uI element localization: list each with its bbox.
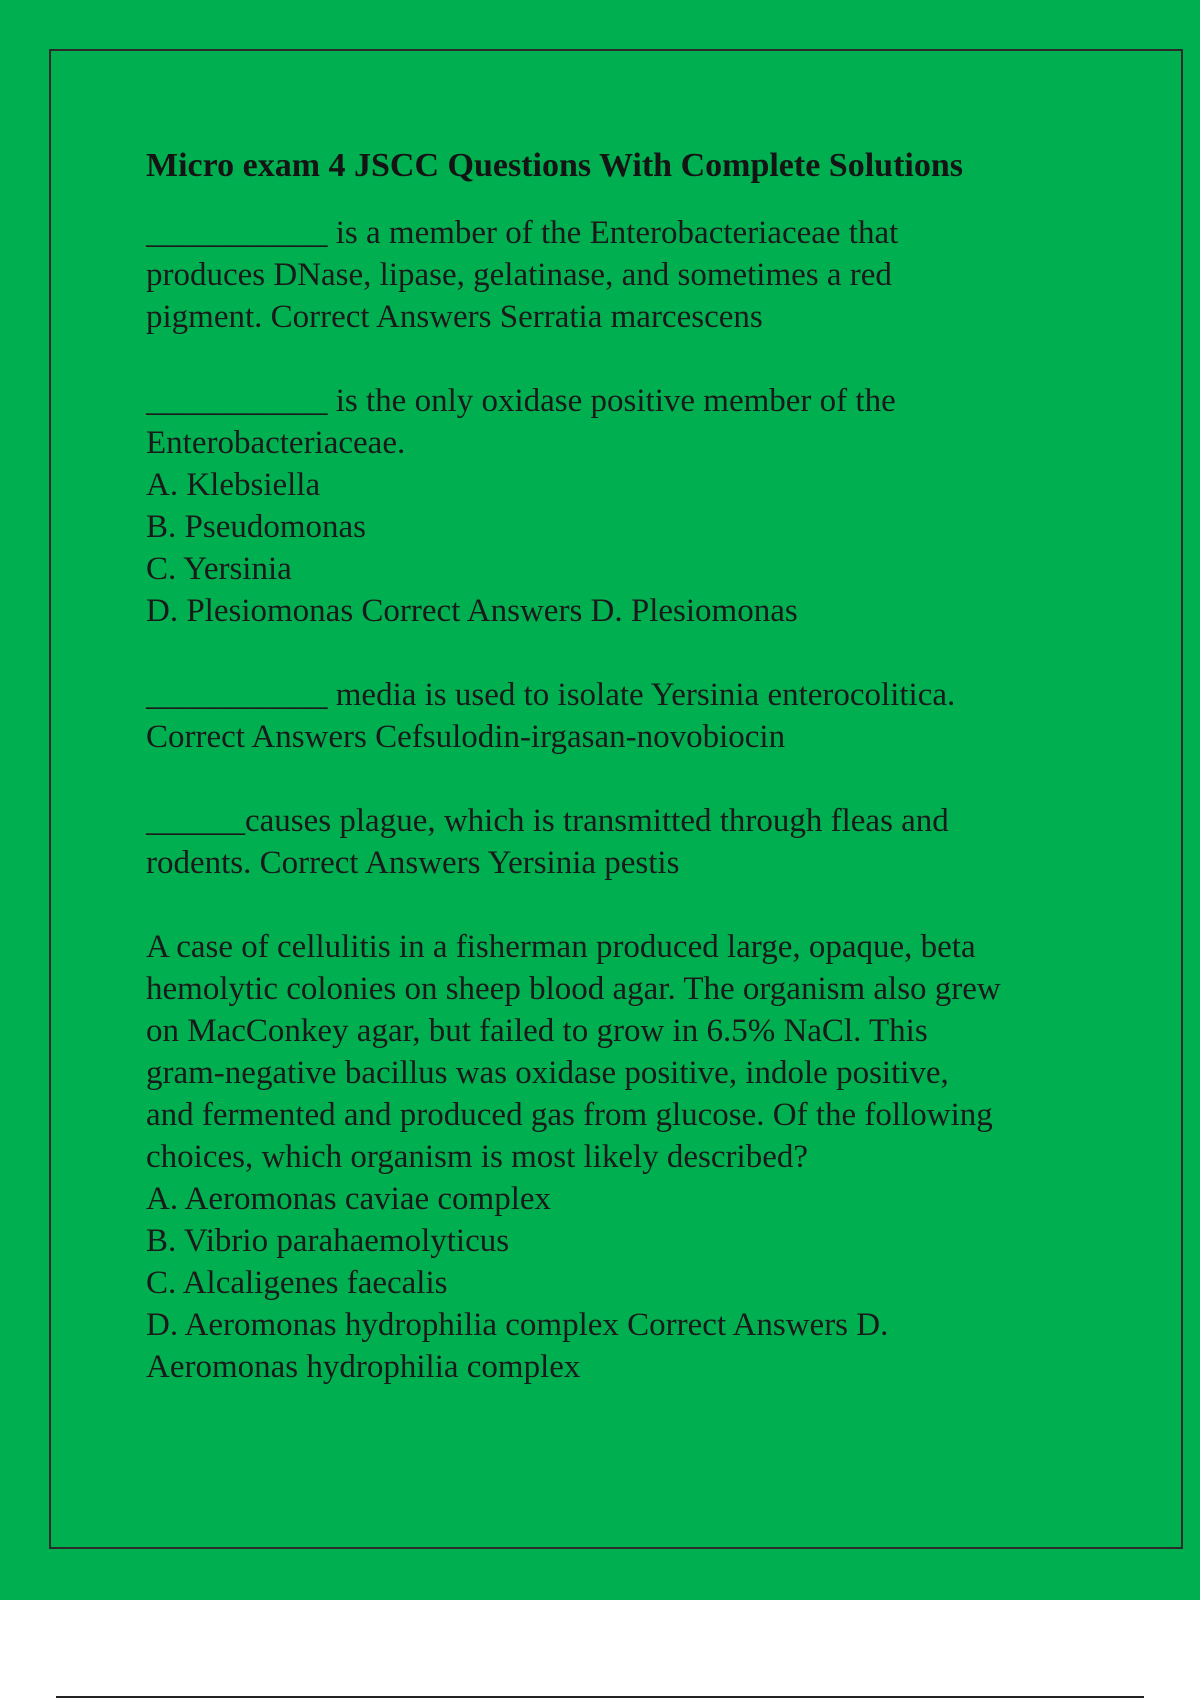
- question-answer-line: rodents. Correct Answers Yersinia pestis: [146, 845, 680, 881]
- document-content: [146, 140, 1106, 1430]
- question-3: [146, 674, 1106, 758]
- footer-divider: [56, 1696, 1144, 1698]
- option-a: A. Klebsiella: [146, 467, 321, 503]
- question-4: [146, 800, 1106, 884]
- question-line: gram-negative bacillus was oxidase positive, indole positive,: [146, 1055, 949, 1091]
- question-line: Enterobacteriaceae.: [146, 425, 406, 461]
- question-line: hemolytic colonies on sheep blood agar. The organism also grew: [146, 971, 1001, 1007]
- question-line: and fermented and produced gas from glucose. Of the following: [146, 1097, 993, 1133]
- option-b: B. Pseudomonas: [146, 509, 367, 545]
- question-line: ___________ media is used to isolate Yersinia enterocolitica.: [146, 677, 956, 713]
- option-d-answer: D. Aeromonas hydrophilia complex Correct Answers D.: [146, 1307, 889, 1343]
- question-line: choices, which organism is most likely described?: [146, 1139, 808, 1175]
- question-line: on MacConkey agar, but failed to grow in 6.5% NaCl. This: [146, 1013, 928, 1049]
- option-d-answer-continued: Aeromonas hydrophilia complex: [146, 1349, 581, 1385]
- question-5: [146, 926, 1106, 1388]
- question-line: ___________ is a member of the Enterobacteriaceae that: [146, 215, 899, 251]
- question-1: [146, 212, 1106, 338]
- option-a: A. Aeromonas caviae complex: [146, 1181, 552, 1217]
- question-2: [146, 380, 1106, 632]
- question-answer-line: Correct Answers Cefsulodin-irgasan-novobiocin: [146, 719, 786, 755]
- question-line: produces DNase, lipase, gelatinase, and sometimes a red: [146, 257, 892, 293]
- question-line: ______causes plague, which is transmitted through fleas and: [146, 803, 949, 839]
- option-c: C. Yersinia: [146, 551, 292, 587]
- option-c: C. Alcaligenes faecalis: [146, 1265, 448, 1301]
- option-d-answer: D. Plesiomonas Correct Answers D. Plesiomonas: [146, 593, 798, 629]
- option-b: B. Vibrio parahaemolyticus: [146, 1223, 510, 1259]
- question-answer-line: pigment. Correct Answers Serratia marcescens: [146, 299, 763, 335]
- document-title: Micro exam 4 JSCC Questions With Complete Solutions: [146, 147, 963, 184]
- question-line: ___________ is the only oxidase positive member of the: [146, 383, 896, 419]
- question-line: A case of cellulitis in a fisherman produced large, opaque, beta: [146, 929, 976, 965]
